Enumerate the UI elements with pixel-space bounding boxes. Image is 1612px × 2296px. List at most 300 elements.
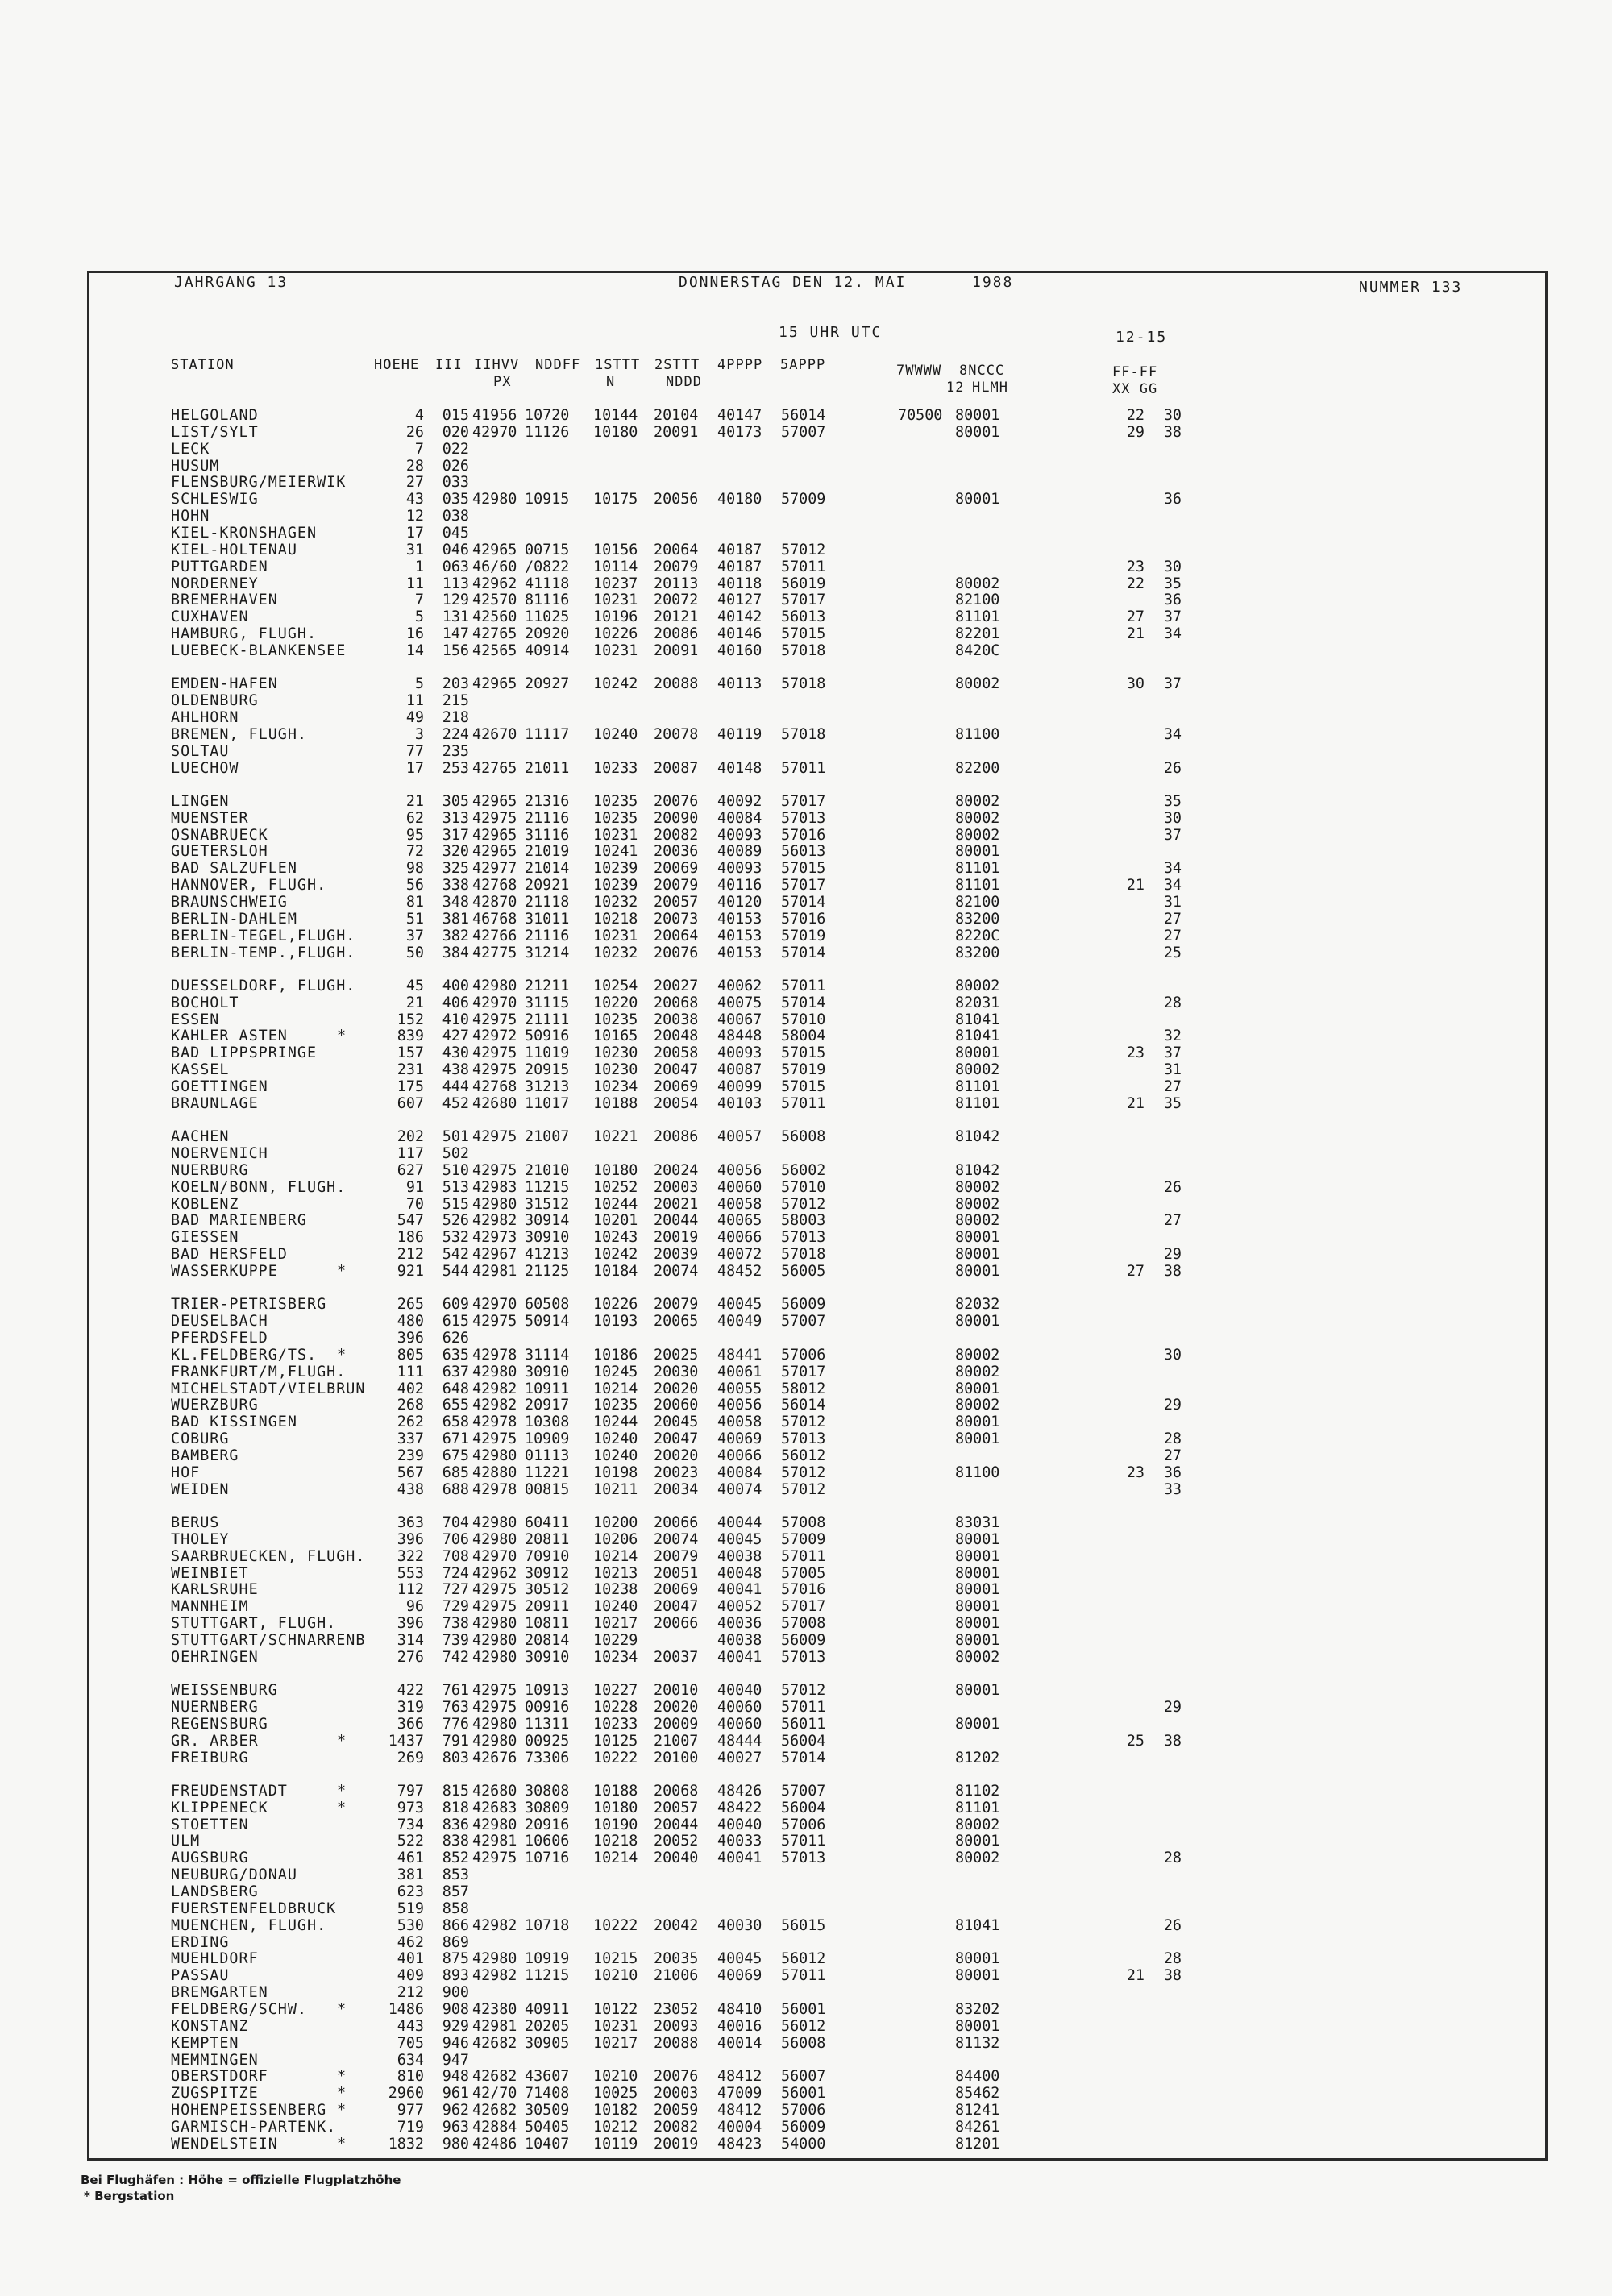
cell-c1: 42981 bbox=[472, 1833, 517, 1850]
cell-c6: 56012 bbox=[781, 1447, 826, 1464]
cell-c6: 56012 bbox=[781, 1950, 826, 1968]
cell-station: MEMMINGEN bbox=[171, 2051, 259, 2069]
cell-c6: 57017 bbox=[781, 592, 826, 609]
cell-c5: 40055 bbox=[717, 1380, 762, 1397]
cell-c5: 40116 bbox=[717, 877, 762, 895]
cell-c1: 42965 bbox=[472, 792, 517, 810]
cell-station: BRAUNSCHWEIG bbox=[171, 894, 288, 911]
cell-c5: 40118 bbox=[717, 575, 762, 592]
cell-station: LECK bbox=[171, 440, 210, 458]
cell-c6: 57014 bbox=[781, 1749, 826, 1767]
table-row bbox=[0, 1246, 1612, 1263]
cell-iii: 685 bbox=[442, 1464, 469, 1481]
cell-c5: 40099 bbox=[717, 1077, 762, 1095]
cell-c2: 40911 bbox=[525, 2000, 570, 2018]
cell-c4: 21006 bbox=[654, 1967, 699, 1985]
cell-iii: 400 bbox=[442, 977, 469, 994]
cell-gg: 38 bbox=[1163, 1732, 1182, 1750]
cell-c4: 20042 bbox=[654, 1916, 699, 1934]
cell-c4: 20093 bbox=[654, 2017, 699, 2035]
cell-c3: 10231 bbox=[593, 2017, 638, 2035]
cell-c4: 20025 bbox=[654, 1346, 699, 1364]
cell-c2: 20205 bbox=[525, 2017, 570, 2035]
cell-star: * bbox=[337, 1028, 347, 1045]
cell-c6: 58012 bbox=[781, 1380, 826, 1397]
cell-c8: 80001 bbox=[955, 843, 1000, 861]
cell-c6: 57011 bbox=[781, 558, 826, 575]
cell-iii: 430 bbox=[442, 1044, 469, 1062]
cell-c2: 21116 bbox=[525, 809, 570, 827]
cell-c3: 10214 bbox=[593, 1850, 638, 1867]
cell-c1: 42983 bbox=[472, 1178, 517, 1196]
cell-hoehe: 530 bbox=[397, 1916, 424, 1934]
cell-c5: 40084 bbox=[717, 1464, 762, 1481]
cell-hoehe: 797 bbox=[397, 1782, 424, 1800]
cell-c5: 40127 bbox=[717, 592, 762, 609]
cell-c3: 10222 bbox=[593, 1916, 638, 1934]
cell-c5: 40180 bbox=[717, 491, 762, 509]
cell-c6: 57012 bbox=[781, 1195, 826, 1213]
cell-c4: 20056 bbox=[654, 491, 699, 509]
cell-c8: 80002 bbox=[955, 826, 1000, 844]
cell-c3: 10235 bbox=[593, 1397, 638, 1414]
cell-c1: 42880 bbox=[472, 1464, 517, 1481]
cell-c8: 80001 bbox=[955, 1950, 1000, 1968]
cell-iii: 325 bbox=[442, 860, 469, 878]
footnote-mountain: * Bergstation bbox=[84, 2189, 175, 2203]
cell-iii: 218 bbox=[442, 709, 469, 726]
cell-iii: 381 bbox=[442, 910, 469, 928]
cell-c4: 20078 bbox=[654, 725, 699, 743]
cell-c6: 57013 bbox=[781, 1229, 826, 1247]
cell-hoehe: 152 bbox=[397, 1011, 424, 1028]
cell-c8: 80001 bbox=[955, 1430, 1000, 1448]
cell-iii: 502 bbox=[442, 1145, 469, 1162]
table-row bbox=[0, 1598, 1612, 1615]
cell-c5: 40092 bbox=[717, 792, 762, 810]
cell-hoehe: 81 bbox=[405, 894, 424, 911]
table-row bbox=[0, 1229, 1612, 1246]
cell-hoehe: 634 bbox=[397, 2051, 424, 2069]
cell-iii: 045 bbox=[442, 525, 469, 542]
cell-c1: 42680 bbox=[472, 1782, 517, 1800]
cell-ff: 21 bbox=[1126, 625, 1145, 643]
cell-c2: 21019 bbox=[525, 843, 570, 861]
cell-gg: 29 bbox=[1163, 1246, 1182, 1264]
cell-c4: 20100 bbox=[654, 1749, 699, 1767]
cell-c2: 11215 bbox=[525, 1967, 570, 1985]
table-row bbox=[0, 1095, 1612, 1112]
cell-iii: 962 bbox=[442, 2102, 469, 2119]
cell-c5: 40087 bbox=[717, 1061, 762, 1079]
cell-station: BREMGARTEN bbox=[171, 1984, 268, 2002]
cell-c2: 11126 bbox=[525, 423, 570, 441]
cell-star: * bbox=[337, 1346, 347, 1364]
cell-c2: 30910 bbox=[525, 1363, 570, 1381]
cell-gg: 30 bbox=[1163, 1346, 1182, 1364]
cell-c3: 10201 bbox=[593, 1212, 638, 1230]
cell-hoehe: 77 bbox=[405, 742, 424, 760]
cell-c2: 20927 bbox=[525, 675, 570, 693]
cell-c4: 20079 bbox=[654, 1296, 699, 1314]
cell-c6: 57019 bbox=[781, 1061, 826, 1079]
cell-c3: 10226 bbox=[593, 1296, 638, 1314]
col-station: STATION bbox=[171, 357, 235, 373]
cell-c2: 11017 bbox=[525, 1094, 570, 1112]
cell-station: SCHLESWIG bbox=[171, 491, 259, 509]
cell-hoehe: 839 bbox=[397, 1028, 424, 1045]
cell-iii: 406 bbox=[442, 994, 469, 1011]
cell-iii: 033 bbox=[442, 474, 469, 492]
cell-station: STUTTGART, FLUGH. bbox=[171, 1615, 337, 1633]
cell-c3: 10217 bbox=[593, 2034, 638, 2052]
cell-c2: 31116 bbox=[525, 826, 570, 844]
cell-c6: 57015 bbox=[781, 625, 826, 643]
cell-c8: 81101 bbox=[955, 1799, 1000, 1816]
cell-c8: 83200 bbox=[955, 910, 1000, 928]
cell-c8: 81201 bbox=[955, 2135, 1000, 2153]
cell-c6: 57018 bbox=[781, 1246, 826, 1264]
cell-hoehe: 26 bbox=[405, 423, 424, 441]
cell-station: BAD HERSFELD bbox=[171, 1246, 288, 1264]
cell-c1: 46768 bbox=[472, 910, 517, 928]
cell-hoehe: 366 bbox=[397, 1715, 424, 1733]
cell-hoehe: 14 bbox=[405, 641, 424, 659]
cell-c4: 23052 bbox=[654, 2000, 699, 2018]
cell-iii: 215 bbox=[442, 692, 469, 710]
cell-c2: 20921 bbox=[525, 877, 570, 895]
cell-ff: 21 bbox=[1126, 1967, 1145, 1985]
cell-gg: 34 bbox=[1163, 725, 1182, 743]
date-label: DONNERSTAG DEN 12. MAI bbox=[679, 274, 907, 291]
cell-c1: 42680 bbox=[472, 1094, 517, 1112]
cell-iii: 704 bbox=[442, 1514, 469, 1531]
table-row bbox=[0, 1950, 1612, 1967]
cell-c1: 42975 bbox=[472, 1061, 517, 1079]
cell-iii: 020 bbox=[442, 423, 469, 441]
cell-star: * bbox=[337, 1782, 347, 1800]
cell-c3: 10220 bbox=[593, 994, 638, 1011]
cell-ff: 23 bbox=[1126, 1464, 1145, 1481]
cell-c5: 40103 bbox=[717, 1094, 762, 1112]
cell-c1: 42981 bbox=[472, 2017, 517, 2035]
cell-c6: 57013 bbox=[781, 1430, 826, 1448]
cell-c2: 10718 bbox=[525, 1916, 570, 1934]
cell-c5: 40093 bbox=[717, 1044, 762, 1062]
cell-c5: 40060 bbox=[717, 1178, 762, 1196]
cell-station: KAHLER ASTEN bbox=[171, 1028, 288, 1045]
cell-c2: 00925 bbox=[525, 1732, 570, 1750]
col-iihvv-sub: PX bbox=[493, 374, 512, 390]
cell-hoehe: 1832 bbox=[388, 2135, 424, 2153]
cell-c5: 40153 bbox=[717, 944, 762, 961]
cell-c8: 85462 bbox=[955, 2085, 1000, 2103]
cell-gg: 32 bbox=[1163, 1028, 1182, 1045]
table-row bbox=[0, 592, 1612, 608]
cell-iii: 706 bbox=[442, 1530, 469, 1548]
cell-c5: 40187 bbox=[717, 541, 762, 558]
cell-c1: 42570 bbox=[472, 592, 517, 609]
cell-c4: 21007 bbox=[654, 1732, 699, 1750]
cell-c4: 20087 bbox=[654, 759, 699, 777]
cell-iii: 963 bbox=[442, 2118, 469, 2136]
cell-station: BERLIN-TEMP.,FLUGH. bbox=[171, 944, 356, 961]
cell-station: KONSTANZ bbox=[171, 2017, 249, 2035]
cell-c5: 40045 bbox=[717, 1296, 762, 1314]
col-1sttt: 1STTT bbox=[595, 357, 641, 373]
cell-station: MICHELSTADT/VIELBRUN bbox=[171, 1380, 366, 1397]
col-7wwww: 7WWWW bbox=[896, 363, 942, 379]
year-label: 1988 bbox=[972, 274, 1014, 291]
jahrgang-label: JAHRGANG 13 bbox=[174, 274, 289, 291]
cell-c6: 56008 bbox=[781, 2034, 826, 2052]
cell-c4: 20068 bbox=[654, 1782, 699, 1800]
cell-iii: 038 bbox=[442, 508, 469, 525]
col-nddff: NDDFF bbox=[535, 357, 581, 373]
cell-c3: 10234 bbox=[593, 1077, 638, 1095]
cell-c5: 40066 bbox=[717, 1229, 762, 1247]
cell-c6: 57016 bbox=[781, 1581, 826, 1599]
cell-c5: 40049 bbox=[717, 1313, 762, 1331]
table-row bbox=[0, 474, 1612, 491]
cell-iii: 724 bbox=[442, 1564, 469, 1582]
cell-c6: 56009 bbox=[781, 2118, 826, 2136]
cell-station: HUSUM bbox=[171, 457, 220, 475]
cell-iii: 893 bbox=[442, 1967, 469, 1985]
cell-c3: 10235 bbox=[593, 809, 638, 827]
cell-c3: 10227 bbox=[593, 1682, 638, 1700]
cell-c2: 21111 bbox=[525, 1011, 570, 1028]
cell-c3: 10240 bbox=[593, 1430, 638, 1448]
cell-station: WEIDEN bbox=[171, 1480, 230, 1498]
cell-station: THOLEY bbox=[171, 1530, 230, 1548]
cell-c5: 40045 bbox=[717, 1950, 762, 1968]
cell-iii: 532 bbox=[442, 1229, 469, 1247]
cell-iii: 961 bbox=[442, 2085, 469, 2103]
cell-station: FUERSTENFELDBRUCK bbox=[171, 1899, 337, 1917]
cell-c6: 57015 bbox=[781, 1077, 826, 1095]
cell-c3: 10211 bbox=[593, 1480, 638, 1498]
cell-station: BAD MARIENBERG bbox=[171, 1212, 308, 1230]
cell-c1: 42980 bbox=[472, 1715, 517, 1733]
cell-hoehe: 117 bbox=[397, 1145, 424, 1162]
cell-c1: 42380 bbox=[472, 2000, 517, 2018]
cell-hoehe: 49 bbox=[405, 709, 424, 726]
cell-station: OLDENBURG bbox=[171, 692, 259, 710]
cell-iii: 609 bbox=[442, 1296, 469, 1314]
cell-c3: 10240 bbox=[593, 725, 638, 743]
cell-iii: 869 bbox=[442, 1933, 469, 1951]
cell-iii: 063 bbox=[442, 558, 469, 575]
table-row bbox=[0, 1179, 1612, 1196]
cell-c3: 10239 bbox=[593, 877, 638, 895]
cell-star: * bbox=[337, 1262, 347, 1280]
cell-station: BERLIN-TEGEL,FLUGH. bbox=[171, 927, 356, 945]
cell-iii: 763 bbox=[442, 1699, 469, 1716]
cell-hoehe: 239 bbox=[397, 1447, 424, 1464]
cell-c8: 80002 bbox=[955, 1195, 1000, 1213]
cell-c6: 57012 bbox=[781, 541, 826, 558]
cell-station: BERLIN-DAHLEM bbox=[171, 910, 297, 928]
table-row bbox=[0, 1967, 1612, 1984]
cell-iii: 515 bbox=[442, 1195, 469, 1213]
cell-c6: 57013 bbox=[781, 809, 826, 827]
cell-gg: 28 bbox=[1163, 1850, 1182, 1867]
table-row bbox=[0, 1078, 1612, 1095]
cell-c5: 40014 bbox=[717, 2034, 762, 2052]
table-row bbox=[0, 1716, 1612, 1733]
cell-c1: 42682 bbox=[472, 2102, 517, 2119]
cell-c3: 10182 bbox=[593, 2102, 638, 2119]
table-row bbox=[0, 810, 1612, 827]
footnote-airports: Bei Flughäfen : Höhe = offizielle Flugplatzhöhe bbox=[81, 2173, 401, 2187]
cell-c3: 10125 bbox=[593, 1732, 638, 1750]
cell-c5: 40030 bbox=[717, 1916, 762, 1934]
cell-hoehe: 262 bbox=[397, 1414, 424, 1431]
table-row bbox=[0, 1011, 1612, 1028]
cell-c6: 56004 bbox=[781, 1799, 826, 1816]
cell-c3: 10214 bbox=[593, 1547, 638, 1565]
cell-c2: 21014 bbox=[525, 860, 570, 878]
col-ff: FF-FF bbox=[1112, 364, 1158, 380]
cell-hoehe: 553 bbox=[397, 1564, 424, 1582]
cell-c4: 20074 bbox=[654, 1262, 699, 1280]
cell-c6: 57008 bbox=[781, 1615, 826, 1633]
table-row bbox=[0, 1934, 1612, 1951]
cell-gg: 27 bbox=[1163, 1447, 1182, 1464]
cell-c2: 60411 bbox=[525, 1514, 570, 1531]
cell-c5: 40041 bbox=[717, 1850, 762, 1867]
cell-c4: 20021 bbox=[654, 1195, 699, 1213]
cell-c4: 20047 bbox=[654, 1598, 699, 1616]
cell-gg: 37 bbox=[1163, 826, 1182, 844]
cell-c1: 42965 bbox=[472, 843, 517, 861]
cell-c6: 57014 bbox=[781, 944, 826, 961]
cell-hoehe: 212 bbox=[397, 1984, 424, 2002]
table-row bbox=[0, 894, 1612, 911]
cell-c2: 20920 bbox=[525, 625, 570, 643]
cell-c5: 40147 bbox=[717, 407, 762, 424]
cell-c2: 60508 bbox=[525, 1296, 570, 1314]
cell-c5: 40153 bbox=[717, 927, 762, 945]
cell-c5: 40072 bbox=[717, 1246, 762, 1264]
cell-c5: 40036 bbox=[717, 1615, 762, 1633]
cell-c8: 81101 bbox=[955, 1077, 1000, 1095]
cell-c8: 80002 bbox=[955, 1346, 1000, 1364]
cell-c5: 40038 bbox=[717, 1547, 762, 1565]
table-row bbox=[0, 994, 1612, 1011]
cell-c6: 56013 bbox=[781, 843, 826, 861]
table-row bbox=[0, 2136, 1612, 2153]
cell-iii: 815 bbox=[442, 1782, 469, 1800]
cell-c4: 20065 bbox=[654, 1313, 699, 1331]
cell-c4: 20051 bbox=[654, 1564, 699, 1582]
cell-c1: 42975 bbox=[472, 1430, 517, 1448]
cell-ff: 22 bbox=[1126, 575, 1145, 592]
cell-station: FELDBERG/SCHW. bbox=[171, 2000, 308, 2018]
cell-station: WASSERKUPPE bbox=[171, 1262, 278, 1280]
cell-hoehe: 31 bbox=[405, 541, 424, 558]
cell-c4: 20048 bbox=[654, 1028, 699, 1045]
cell-station: SOLTAU bbox=[171, 742, 230, 760]
cell-c6: 57014 bbox=[781, 994, 826, 1011]
table-row bbox=[0, 1330, 1612, 1347]
cell-iii: 382 bbox=[442, 927, 469, 945]
cell-c1: 42970 bbox=[472, 423, 517, 441]
cell-c8: 80002 bbox=[955, 1850, 1000, 1867]
cell-c5: 40038 bbox=[717, 1631, 762, 1649]
cell-c5: 40119 bbox=[717, 725, 762, 743]
cell-c2: 10911 bbox=[525, 1380, 570, 1397]
cell-hoehe: 705 bbox=[397, 2034, 424, 2052]
table-row bbox=[0, 945, 1612, 961]
cell-ff: 30 bbox=[1126, 675, 1145, 693]
table-row bbox=[0, 1464, 1612, 1481]
cell-station: WEISSENBURG bbox=[171, 1682, 278, 1700]
cell-c1: 42980 bbox=[472, 1514, 517, 1531]
cell-c4: 20034 bbox=[654, 1480, 699, 1498]
cell-station: KIEL-HOLTENAU bbox=[171, 541, 297, 558]
cell-c8: 80001 bbox=[955, 2017, 1000, 2035]
cell-c3: 10180 bbox=[593, 1161, 638, 1179]
cell-hoehe: 3 bbox=[414, 725, 424, 743]
cell-station: BAD SALZUFLEN bbox=[171, 860, 297, 878]
cell-c4: 20079 bbox=[654, 877, 699, 895]
cell-c3: 10244 bbox=[593, 1195, 638, 1213]
cell-c6: 56007 bbox=[781, 2068, 826, 2086]
cell-c8: 83031 bbox=[955, 1514, 1000, 1531]
cell-c8: 80001 bbox=[955, 1833, 1000, 1850]
table-row bbox=[0, 1883, 1612, 1900]
cell-c1: 46/60 bbox=[472, 558, 517, 575]
cell-ff: 21 bbox=[1126, 1094, 1145, 1112]
cell-c8: 80002 bbox=[955, 809, 1000, 827]
cell-c4: 20010 bbox=[654, 1682, 699, 1700]
cell-c3: 10231 bbox=[593, 927, 638, 945]
cell-c3: 10198 bbox=[593, 1464, 638, 1481]
table-row bbox=[0, 1397, 1612, 1414]
table-row bbox=[0, 558, 1612, 575]
cell-hoehe: 111 bbox=[397, 1363, 424, 1381]
cell-c3: 10234 bbox=[593, 1648, 638, 1666]
cell-c4: 20057 bbox=[654, 1799, 699, 1816]
cell-station: GUETERSLOH bbox=[171, 843, 268, 861]
cell-hoehe: 157 bbox=[397, 1044, 424, 1062]
cell-c1: 42975 bbox=[472, 1161, 517, 1179]
cell-c8: 84261 bbox=[955, 2118, 1000, 2136]
cell-c8: 81041 bbox=[955, 1916, 1000, 1934]
cell-ff: 27 bbox=[1126, 1262, 1145, 1280]
cell-c2: 21316 bbox=[525, 792, 570, 810]
cell-station: BRAUNLAGE bbox=[171, 1094, 259, 1112]
cell-station: GR. ARBER bbox=[171, 1732, 259, 1750]
cell-c4: 20068 bbox=[654, 994, 699, 1011]
cell-station: FREUDENSTADT bbox=[171, 1782, 288, 1800]
cell-hoehe: 363 bbox=[397, 1514, 424, 1531]
table-row bbox=[0, 1347, 1612, 1364]
cell-hoehe: 402 bbox=[397, 1380, 424, 1397]
col-2sttt-sub: NDDD bbox=[666, 374, 702, 390]
cell-c8: 80001 bbox=[955, 1530, 1000, 1548]
cell-c2: 10308 bbox=[525, 1414, 570, 1431]
cell-iii: 147 bbox=[442, 625, 469, 643]
cell-gg: 30 bbox=[1163, 407, 1182, 424]
cell-c2: 21116 bbox=[525, 927, 570, 945]
cell-c6: 56011 bbox=[781, 1715, 826, 1733]
cell-hoehe: 396 bbox=[397, 1615, 424, 1633]
cell-hoehe: 567 bbox=[397, 1464, 424, 1481]
cell-hoehe: 11 bbox=[405, 692, 424, 710]
